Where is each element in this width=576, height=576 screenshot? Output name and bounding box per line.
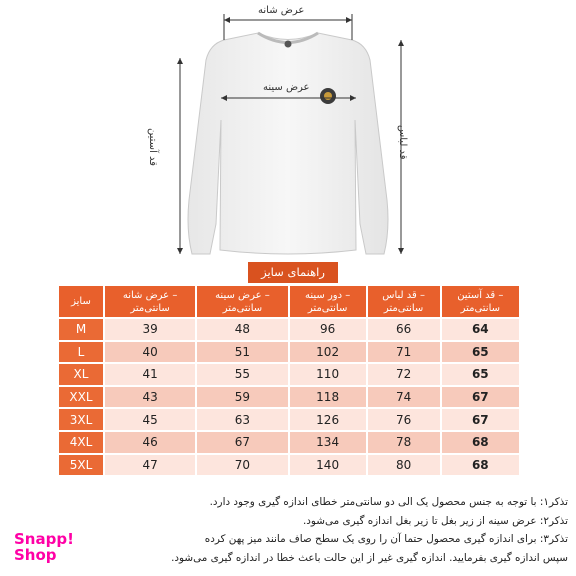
length-cell: 66: [368, 319, 440, 340]
shoulder-width-label: عرض شانه: [258, 5, 305, 16]
chest-cell: 70: [197, 455, 288, 476]
sleeve-cell: 68: [442, 455, 519, 476]
sleeve-cell: 65: [442, 364, 519, 385]
shoulder-cell: 41: [105, 364, 195, 385]
note-2: تذکر۲: عرض سینه از زیر بغل تا زیر بغل اندازه گیری می‌شود.: [302, 514, 568, 527]
collar-badge-icon: [285, 41, 292, 48]
size-cell: XL: [59, 364, 103, 385]
garment-length-label: قد لباس: [397, 125, 408, 160]
chest-cell: 48: [197, 319, 288, 340]
note-3-continued: سپس اندازه گیری بفرمایید. اندازه گیری غیر از این حالت باعث خطا در اندازه گیری می‌شود.: [171, 551, 568, 564]
chest-cell: 55: [197, 364, 288, 385]
length-cell: 71: [368, 342, 440, 363]
measurement-notes: [60, 493, 568, 567]
length-cell: 72: [368, 364, 440, 385]
shoulder-cell: 43: [105, 387, 195, 408]
table-row: [59, 342, 519, 363]
chest-cell: 51: [197, 342, 288, 363]
header-shoulder: عرض شانه – سانتی‌متر: [105, 286, 195, 317]
chest-cell: 67: [197, 432, 288, 453]
size-cell: 5XL: [59, 455, 103, 476]
table-row: [59, 409, 519, 430]
logo-line-2: Shop: [14, 546, 57, 564]
shoulder-cell: 47: [105, 455, 195, 476]
circumference-cell: 118: [290, 387, 366, 408]
length-cell: 74: [368, 387, 440, 408]
sleeve-cell: 64: [442, 319, 519, 340]
header-sleeve: قد آستین – سانتی‌متر: [442, 286, 519, 317]
circumference-cell: 102: [290, 342, 366, 363]
sleeve-cell: 65: [442, 342, 519, 363]
chest-cell: 59: [197, 387, 288, 408]
size-guide-title: راهنمای سایز: [248, 262, 338, 283]
sweatshirt-illustration: [0, 0, 576, 262]
shoulder-cell: 40: [105, 342, 195, 363]
header-circumference: دور سینه – سانتی‌متر: [290, 286, 366, 317]
shoulder-cell: 45: [105, 409, 195, 430]
note-1: تذکر۱: با توجه به جنس محصول یک الی دو سانتی‌متر خطای اندازه گیری وجود دارد.: [209, 496, 568, 508]
shoulder-cell: 39: [105, 319, 195, 340]
length-cell: 78: [368, 432, 440, 453]
size-diagram: [0, 0, 576, 262]
size-table: [57, 284, 521, 477]
size-cell: XXL: [59, 387, 103, 408]
snappshop-logo: [14, 532, 78, 563]
sleeve-cell: 67: [442, 409, 519, 430]
logo-line-1: Snapp!: [14, 530, 74, 548]
table-row: [59, 364, 519, 385]
size-cell: 4XL: [59, 432, 103, 453]
shoulder-cell: 46: [105, 432, 195, 453]
header-length: قد لباس – سانتی‌متر: [368, 286, 440, 317]
circumference-cell: 96: [290, 319, 366, 340]
header-chest: عرض سینه – سانتی‌متر: [197, 286, 288, 317]
chest-width-label: عرض سینه: [263, 82, 310, 93]
table-header-row: [59, 286, 519, 317]
circumference-cell: 110: [290, 364, 366, 385]
table-row: [59, 319, 519, 340]
size-cell: M: [59, 319, 103, 340]
size-cell: 3XL: [59, 409, 103, 430]
size-cell: L: [59, 342, 103, 363]
sweatshirt-shape: [188, 33, 388, 254]
note-3: تذکر۳: برای اندازه گیری محصول حتما آن را روی یک سطح صاف مانند میز پهن کرده: [204, 533, 568, 546]
circumference-cell: 126: [290, 409, 366, 430]
sleeve-cell: 68: [442, 432, 519, 453]
chest-cell: 63: [197, 409, 288, 430]
table-row: [59, 432, 519, 453]
length-cell: 76: [368, 409, 440, 430]
table-row: [59, 387, 519, 408]
sleeve-cell: 67: [442, 387, 519, 408]
header-size: سایز: [59, 286, 103, 317]
length-cell: 80: [368, 455, 440, 476]
table-row: [59, 455, 519, 476]
sleeve-length-label: قد آستین: [147, 128, 158, 167]
circumference-cell: 134: [290, 432, 366, 453]
circumference-cell: 140: [290, 455, 366, 476]
